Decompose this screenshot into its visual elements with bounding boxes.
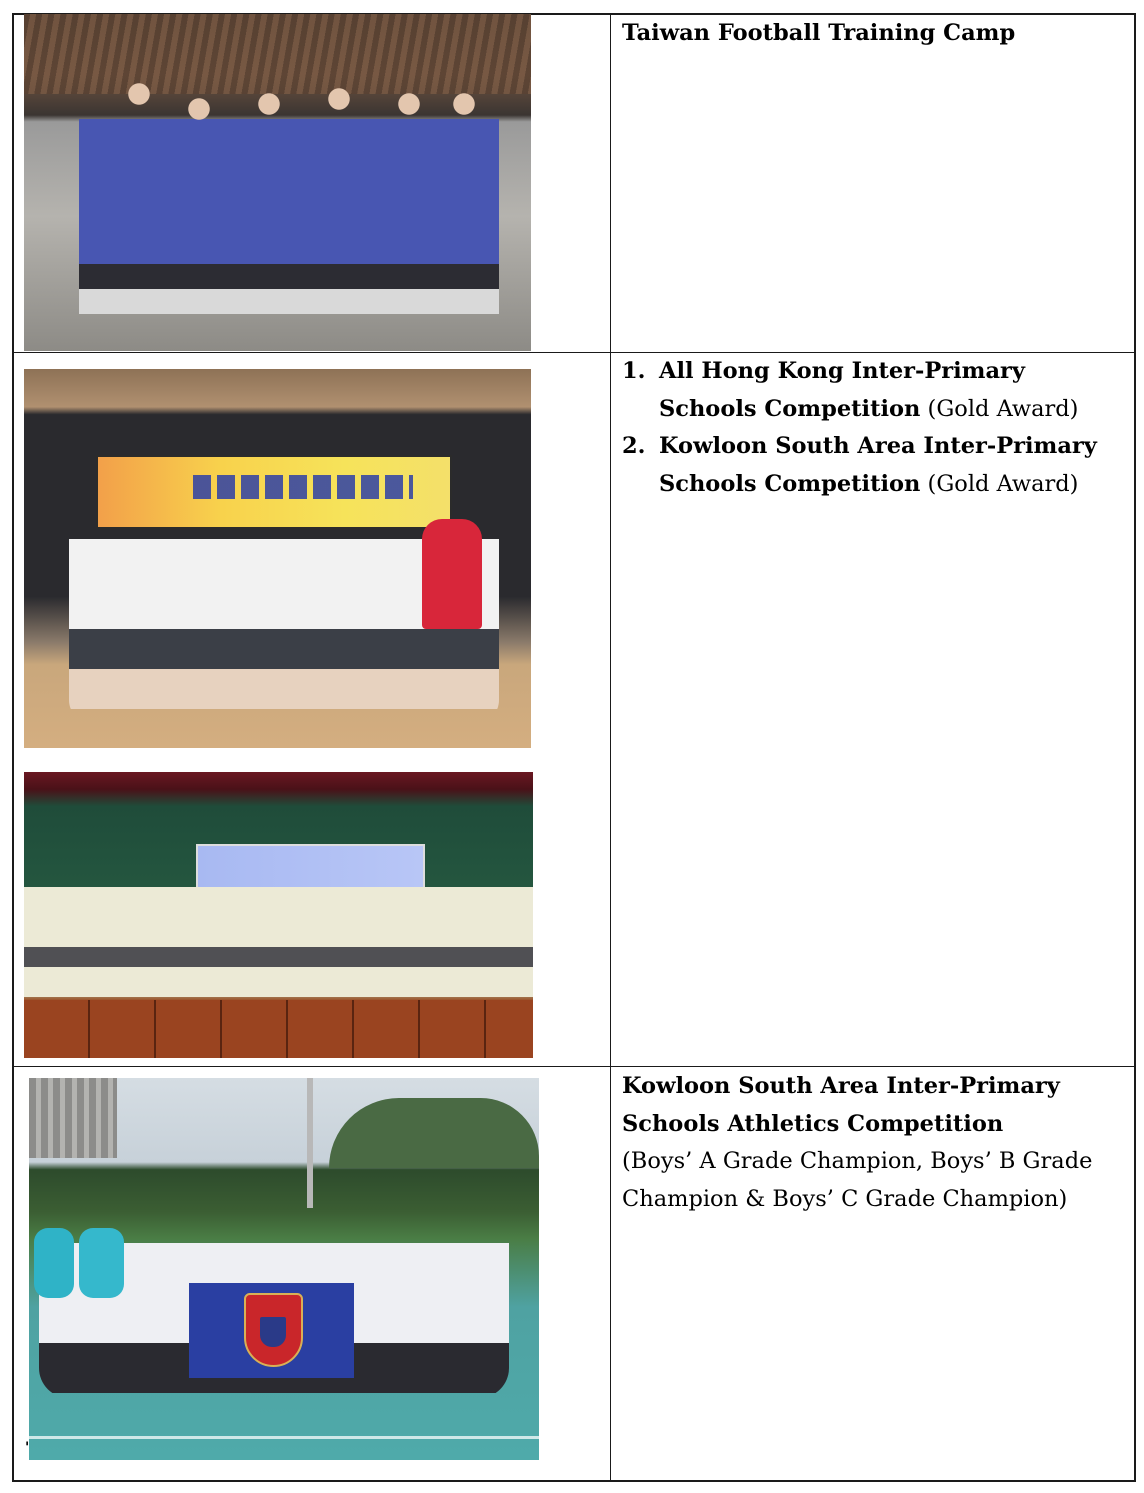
photo-building — [29, 1078, 117, 1158]
photo-athletics-team-flag — [29, 1078, 539, 1460]
award-label: (Gold Award) — [927, 395, 1079, 422]
competition-title: All Hong Kong Inter-Primary Schools Competition — [659, 358, 1025, 422]
photo-stage-group-trophies — [24, 772, 533, 1058]
table-border-row2 — [12, 1066, 1136, 1067]
school-crest-icon — [244, 1293, 303, 1367]
row3-detail: (Boys’ A Grade Champion, Boys’ B Grade Champion & Boys’ C Grade Champion) — [622, 1148, 1093, 1212]
row3-text — [622, 1068, 1127, 1218]
award-label: (Gold Award) — [927, 470, 1079, 497]
photo-pole — [307, 1078, 313, 1208]
photo-people — [24, 867, 533, 1007]
photo-teacher — [34, 1228, 74, 1298]
award-list-item — [622, 353, 1127, 428]
list-number: 1. — [622, 358, 646, 384]
photo-hill — [329, 1098, 539, 1168]
award-list-item — [622, 428, 1127, 503]
table-column-divider — [610, 13, 611, 1482]
row1-title: Taiwan Football Training Camp — [622, 20, 1016, 46]
table-border-right — [1134, 13, 1136, 1482]
photo-teacher — [79, 1228, 124, 1298]
photo-presenter — [422, 519, 482, 629]
row3-title: Kowloon South Area Inter-Primary Schools Athletics Competition — [622, 1073, 1060, 1137]
table-border-bottom — [12, 1480, 1136, 1482]
photo-track-lane — [29, 1436, 539, 1439]
photo-taiwan-football-camp — [24, 14, 531, 351]
photo-team-group — [79, 74, 499, 344]
row2-award-list — [622, 353, 1127, 503]
photo-stage — [24, 1000, 533, 1058]
photo-prize-presentation — [24, 369, 531, 748]
stray-mark: ' — [25, 1440, 30, 1456]
competition-title: Kowloon South Area Inter-Primary Schools Competition — [659, 433, 1097, 497]
table-border-left — [12, 13, 14, 1482]
list-number: 2. — [622, 433, 646, 459]
